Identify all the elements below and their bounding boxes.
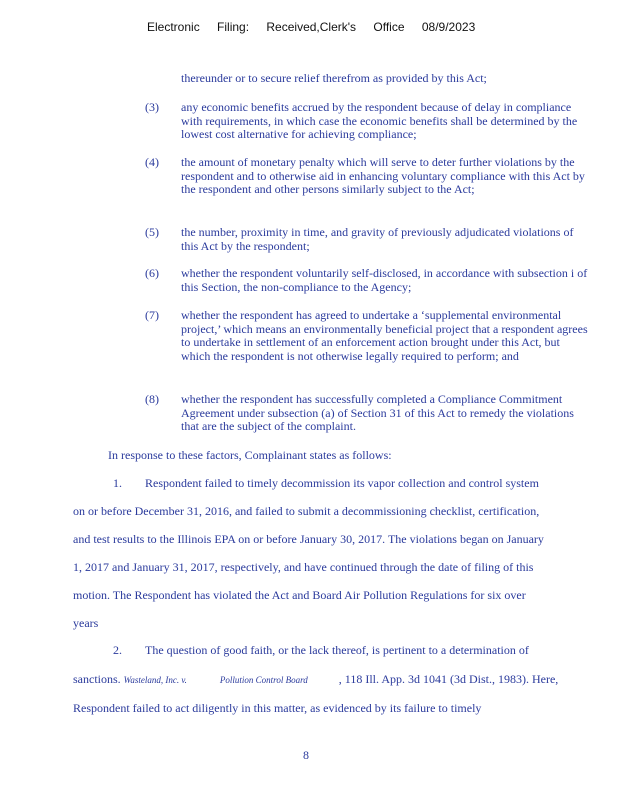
list-item-number: (8) (145, 392, 159, 406)
header-filing: Filing: (217, 20, 250, 34)
paragraph-line: 1, 2017 and January 31, 2017, respectively, and have continued through the date of filing of this (73, 560, 534, 574)
list-item-text: any economic benefits accrued by the respondent because of delay in compliance with requirements, in which case the economic benefits shall be determined by the lowest cost alternative for achieving compliance; (181, 100, 578, 141)
paragraph-line: motion. The Respondent has violated the Act and Board Air Pollution Regulations for six over (73, 588, 526, 602)
paragraph-2 (73, 643, 583, 723)
sanctions-word: sanctions. (73, 672, 121, 686)
list-item-number: (6) (145, 266, 159, 280)
list-item-number: (7) (145, 308, 159, 322)
case-name-part-b: Pollution Control Board (219, 675, 308, 685)
paragraph-line: on or before December 31, 2016, and failed to submit a decommissioning checklist, certification, (73, 504, 540, 518)
header-office: Office (373, 20, 405, 34)
list-item-number: (5) (145, 225, 159, 239)
paragraph-1 (73, 476, 583, 636)
header-received: Received,Clerk's (266, 20, 357, 34)
filing-header (147, 20, 489, 34)
intro-text: In response to these factors, Complainant states as follows: (108, 448, 392, 462)
continuation-text: thereunder or to secure relief therefrom as provided by this Act; (181, 71, 487, 85)
list-item-text: the number, proximity in time, and gravity of previously adjudicated violations of this Act by the respondent; (181, 225, 574, 253)
page-number: 8 (303, 748, 309, 762)
paragraph-number: 2. (113, 643, 122, 657)
list-item-number: (4) (145, 155, 159, 169)
case-citation: , 118 Ill. App. 3d 1041 (3d Dist., 1983). Here, (338, 672, 559, 686)
list-item-number: (3) (145, 100, 159, 114)
paragraph-line: The question of good faith, or the lack thereof, is pertinent to a determination of (145, 643, 529, 657)
list-item-text: the amount of monetary penalty which will serve to deter further violations by the respondent and to otherwise aid in enhancing voluntary compliance with this Act by the respondent and other persons similarly subject to the Act; (181, 155, 585, 196)
list-item-text: whether the respondent voluntarily self-disclosed, in accordance with subsection i of this Section, the non-compliance to the Agency; (181, 266, 588, 294)
list-item-text: whether the respondent has successfully completed a Compliance Commitment Agreement under subsection (a) of Section 31 of this Act to remedy the violations that are the subject of the complaint. (181, 392, 574, 433)
header-electronic: Electronic (147, 20, 200, 34)
paragraph-line: Respondent failed to timely decommission its vapor collection and control system (145, 476, 539, 490)
list-item-text: whether the respondent has agreed to undertake a ‘supplemental environmental project,’ which means an environmentally beneficial project that a respondent agrees to undertake in settlement of an enforcement action brought under this Act, but which the respondent is not otherwise legally required to perform; and (181, 308, 588, 363)
paragraph-line (73, 672, 558, 687)
case-name-part-a: Wasteland, Inc. v. (123, 675, 187, 685)
paragraph-line: Respondent failed to act diligently in this matter, as evidenced by its failure to timely (73, 701, 482, 715)
paragraph-line: and test results to the Illinois EPA on or before January 30, 2017. The violations began on January (73, 532, 544, 546)
paragraph-line: years (73, 616, 99, 630)
paragraph-number: 1. (113, 476, 122, 490)
header-date: 08/9/2023 (421, 20, 476, 34)
